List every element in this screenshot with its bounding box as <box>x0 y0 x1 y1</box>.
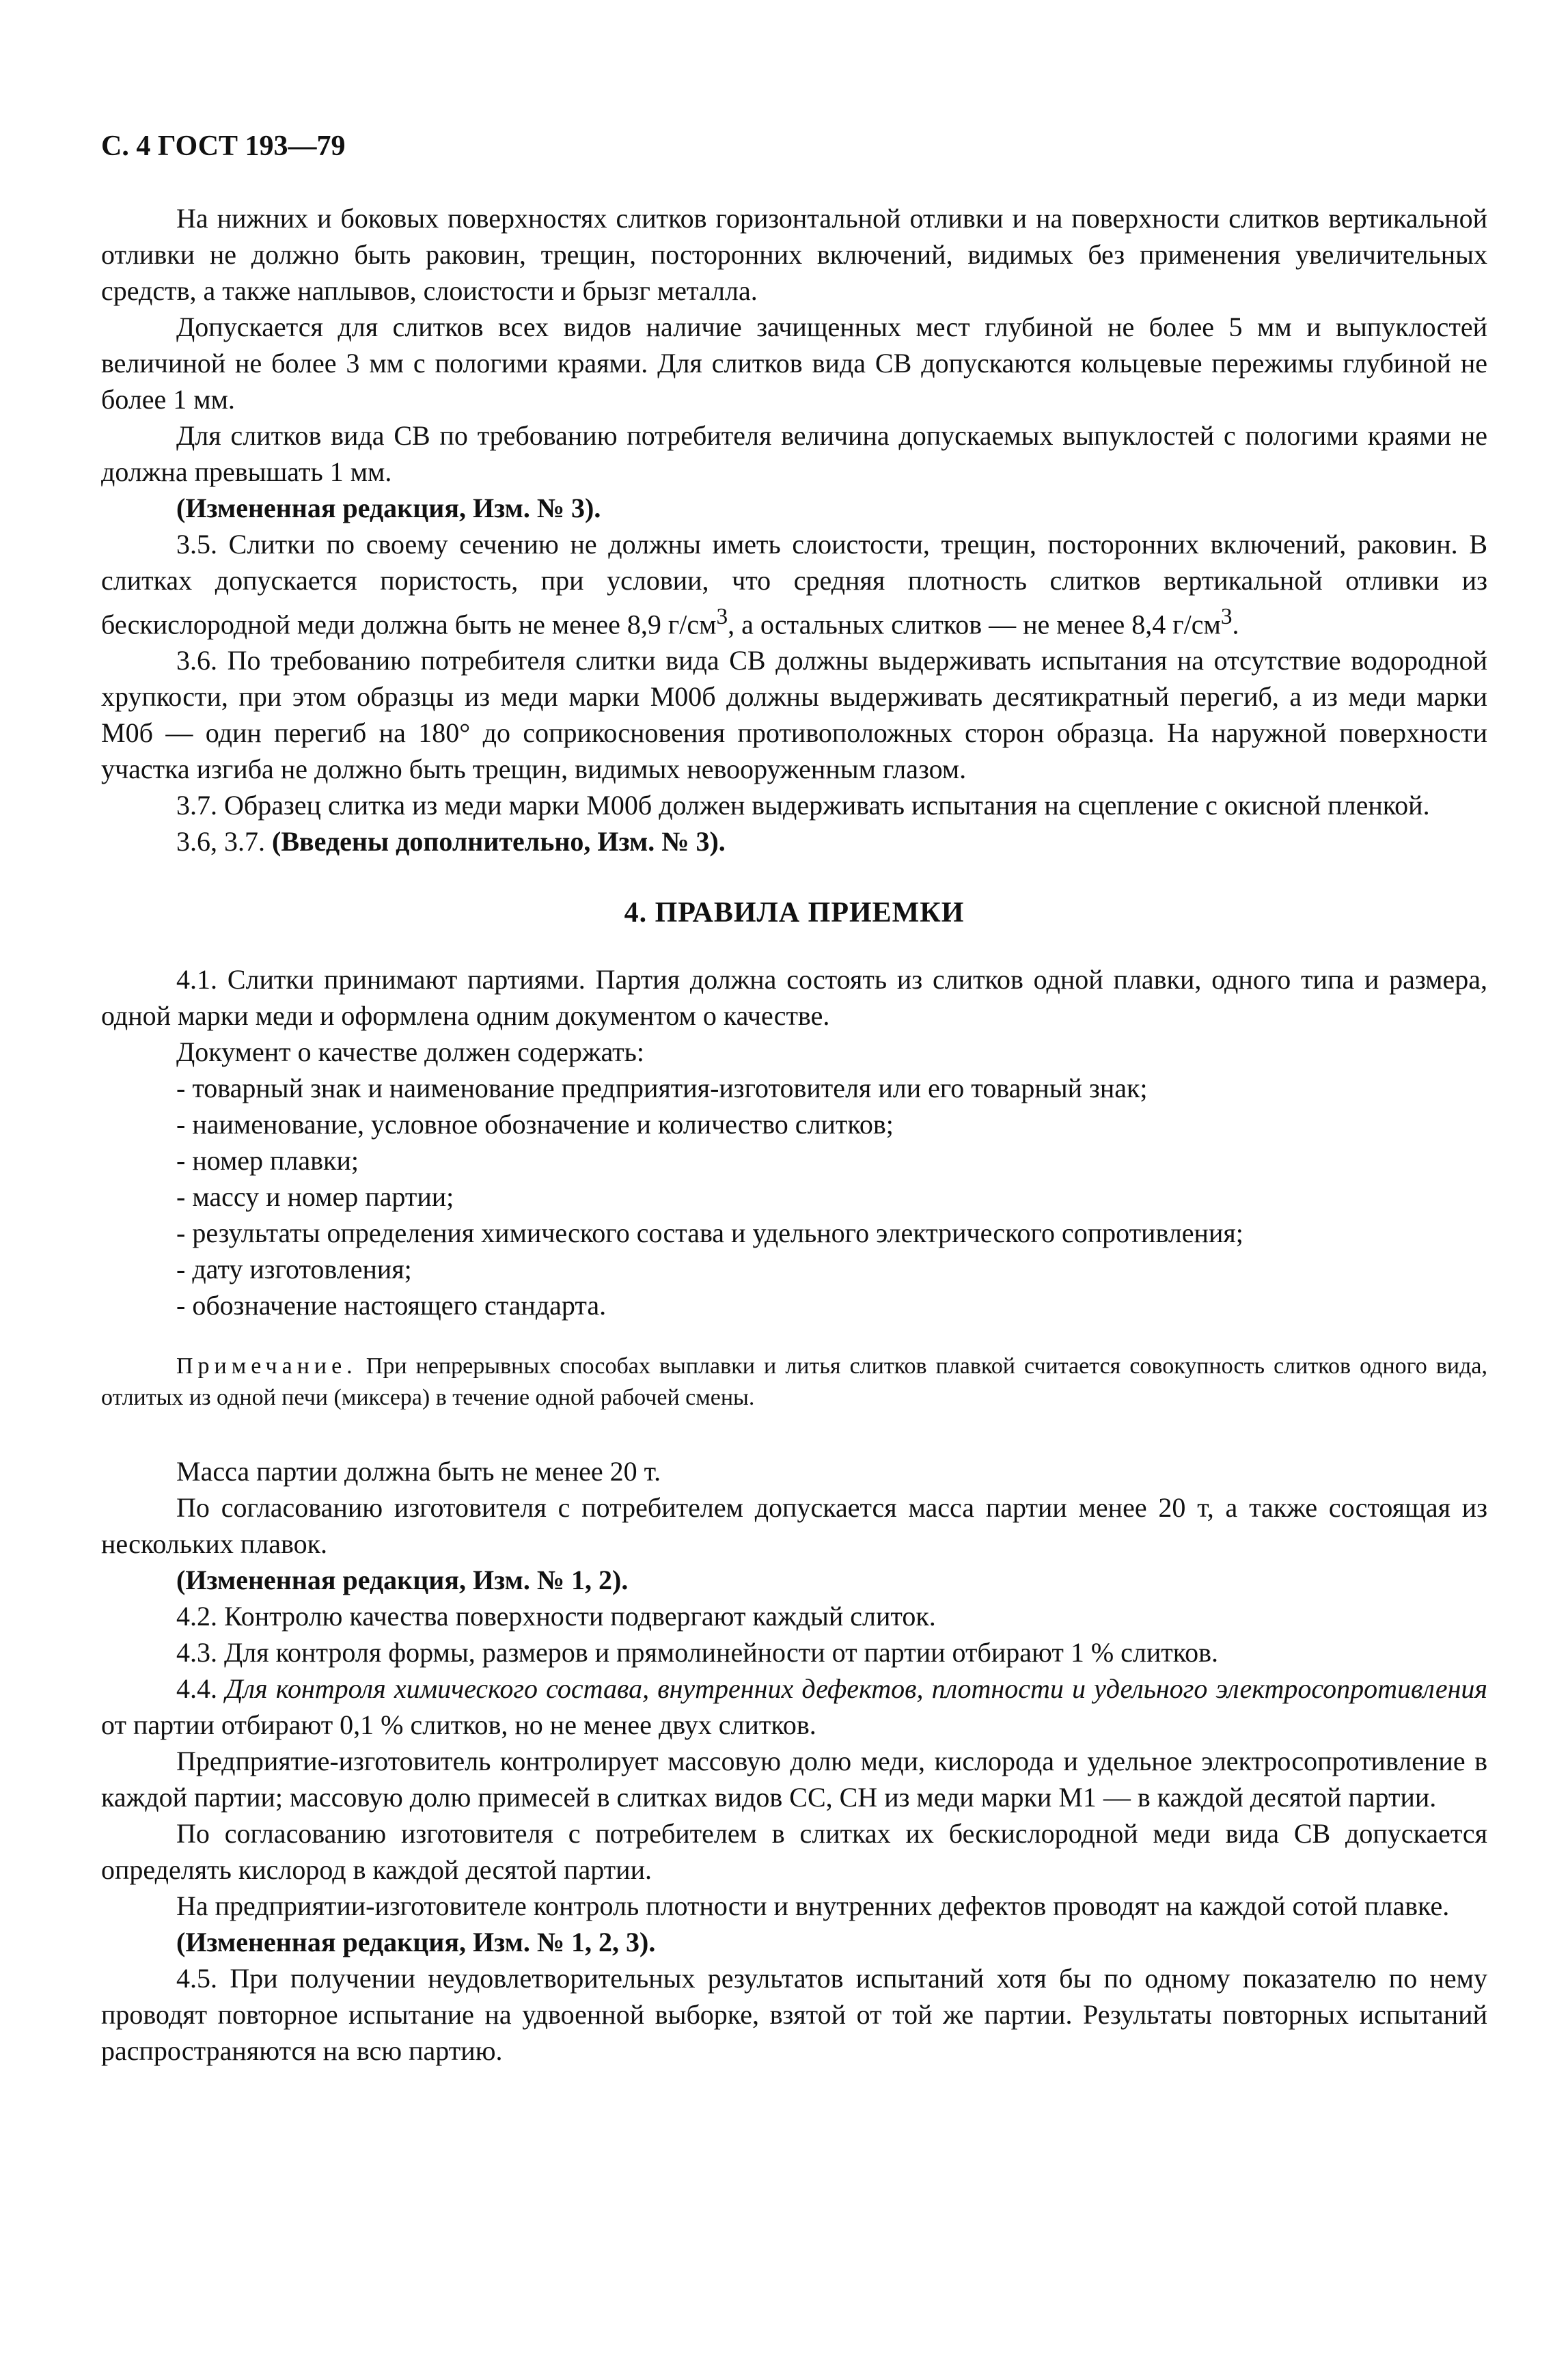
clause-4-4 <box>101 1670 1487 1743</box>
superscript: 3 <box>716 604 728 629</box>
paragraph-sv-bulges: Для слитков вида СВ по требованию потребителя величина допускаемых выпуклостей с пологими краями не должна превышать 1 мм. <box>101 420 1487 487</box>
clause-number: 4.4. <box>176 1673 217 1705</box>
amendment-text: (Введены дополнительно, Изм. № 3). <box>272 826 726 857</box>
paragraph-manufacturer-control: Предприятие-изготовитель контролирует массовую долю меди, кислорода и удельное электросопротивление в каждой партии; массовую долю примесей в слитках видов СС, СН из меди марки М1 — в каждой десятой партии. <box>101 1746 1487 1813</box>
amendment-note-1 <box>101 490 1487 526</box>
note <box>101 1351 1487 1414</box>
clause-text-c: . <box>1232 609 1239 640</box>
amendment-text: (Измененная редакция, Изм. № 3). <box>176 493 601 523</box>
clause-4-5: 4.5. При получении неудовлетворительных результатов испытаний хотя бы по одному показателю по нему проводят повторное испытание на удвоенной выборке, взятой от той же партии. Результаты повторных испытаний распространяются на всю партию. <box>101 1963 1487 2067</box>
note-text: При непрерывных способах выплавки и литья слитков плавкой считается совокупность слитков одного вида, отлитых из одной печи (миксера) в течение одной рабочей смены. <box>101 1353 1487 1411</box>
paragraph-oxygen-agreement: По согласованию изготовителя с потребителем в слитках их бескислородной меди вида СВ допускается определять кислород в каждой десятой партии. <box>101 1818 1487 1886</box>
amendment-note-3 <box>101 1924 1487 1960</box>
amendment-note-2 <box>101 1562 1487 1598</box>
amendment-text: (Измененная редакция, Изм. № 1, 2, 3). <box>176 1927 656 1958</box>
document-contents-list <box>101 1070 1487 1323</box>
paragraph-allowed-defects: Допускается для слитков всех видов наличие зачищенных мест глубиной не более 5 мм и выпуклостей величиной не более 3 мм с пологими краями. Для слитков вида СВ допускаются кольцевые пережимы глубиной не более 1 мм. <box>101 312 1487 415</box>
clause-italic-text: Для контроля химического состава, внутренних дефектов, плотности и удельного электросопротивления <box>225 1673 1488 1705</box>
clause-text-b: , а остальных слитков — не менее 8,4 г/см <box>728 609 1221 640</box>
list-item: - номер плавки; <box>176 1142 1487 1179</box>
clause-3-6-3-7-added <box>101 823 1487 860</box>
paragraph-surface-defects: На нижних и боковых поверхностях слитков горизонтальной отливки и на поверхности слитков вертикальной отливки не должно быть раковин, трещин, посторонних включений, видимых без применения увеличительных средств, а также наплывов, слоистости и брызг металла. <box>101 203 1487 306</box>
list-item: - массу и номер партии; <box>176 1179 1487 1215</box>
list-item: - дату изготовления; <box>176 1251 1487 1287</box>
note-label: Примечание. <box>176 1353 357 1379</box>
clause-4-2: 4.2. Контролю качества поверхности подвергают каждый слиток. <box>176 1601 936 1632</box>
list-item: - товарный знак и наименование предприятия-изготовителя или его товарный знак; <box>176 1070 1487 1106</box>
paragraph-density-control: На предприятии-изготовителе контроль плотности и внутренних дефектов проводят на каждой сотой плавке. <box>176 1890 1450 1922</box>
paragraph-batch-mass: Масса партии должна быть не менее 20 т. <box>176 1456 661 1487</box>
amendment-text: (Измененная редакция, Изм. № 1, 2). <box>176 1565 629 1596</box>
section-title-acceptance-rules: 4. ПРАВИЛА ПРИЕМКИ <box>624 897 965 929</box>
clause-number: 3.5. <box>176 529 217 560</box>
clause-number: 3.6, 3.7. <box>176 826 265 857</box>
clause-text-a: Слитки по своему сечению не должны иметь слоистости, трещин, посторонних включений, раковин. В слитках допускается пористость, при условии, что средняя плотность слитков вертикальной отливки из бескислородной меди должна быть не менее 8,9 г/см <box>101 529 1487 640</box>
superscript: 3 <box>1220 604 1233 629</box>
paragraph-batch-mass-agreement: По согласованию изготовителя с потребителем допускается масса партии менее 20 т, а также состоящая из нескольких плавок. <box>101 1492 1487 1560</box>
clause-3-7: 3.7. Образец слитка из меди марки М00б должен выдерживать испытания на сцепление с окисной пленкой. <box>176 790 1430 821</box>
clause-4-3: 4.3. Для контроля формы, размеров и прямолинейности от партии отбирают 1 % слитков. <box>176 1637 1219 1668</box>
page-header: С. 4 ГОСТ 193—79 <box>101 130 346 162</box>
document-contents-intro: Документ о качестве должен содержать: <box>176 1036 645 1068</box>
list-item: - обозначение настоящего стандарта. <box>176 1287 1487 1323</box>
clause-text: от партии отбирают 0,1 % слитков, но не менее двух слитков. <box>101 1709 816 1741</box>
clause-3-6: 3.6. По требованию потребителя слитки вида СВ должны выдерживать испытания на отсутствие водородной хрупкости, при этом образцы из меди марки М00б должны выдерживать десятикратный перегиб, а из меди марки М0б — один перегиб на 180° до соприкосновения противоположных сторон образца. На наружной поверхности участка изгиба не должно быть трещин, видимых невооруженным глазом. <box>101 645 1487 785</box>
list-item: - наименование, условное обозначение и количество слитков; <box>176 1106 1487 1142</box>
clause-4-1: 4.1. Слитки принимают партиями. Партия должна состоять из слитков одной плавки, одного типа и размера, одной марки меди и оформлена одним документом о качестве. <box>101 964 1487 1032</box>
clause-3-5 <box>101 526 1487 642</box>
list-item: - результаты определения химического состава и удельного электрического сопротивления; <box>176 1215 1487 1251</box>
